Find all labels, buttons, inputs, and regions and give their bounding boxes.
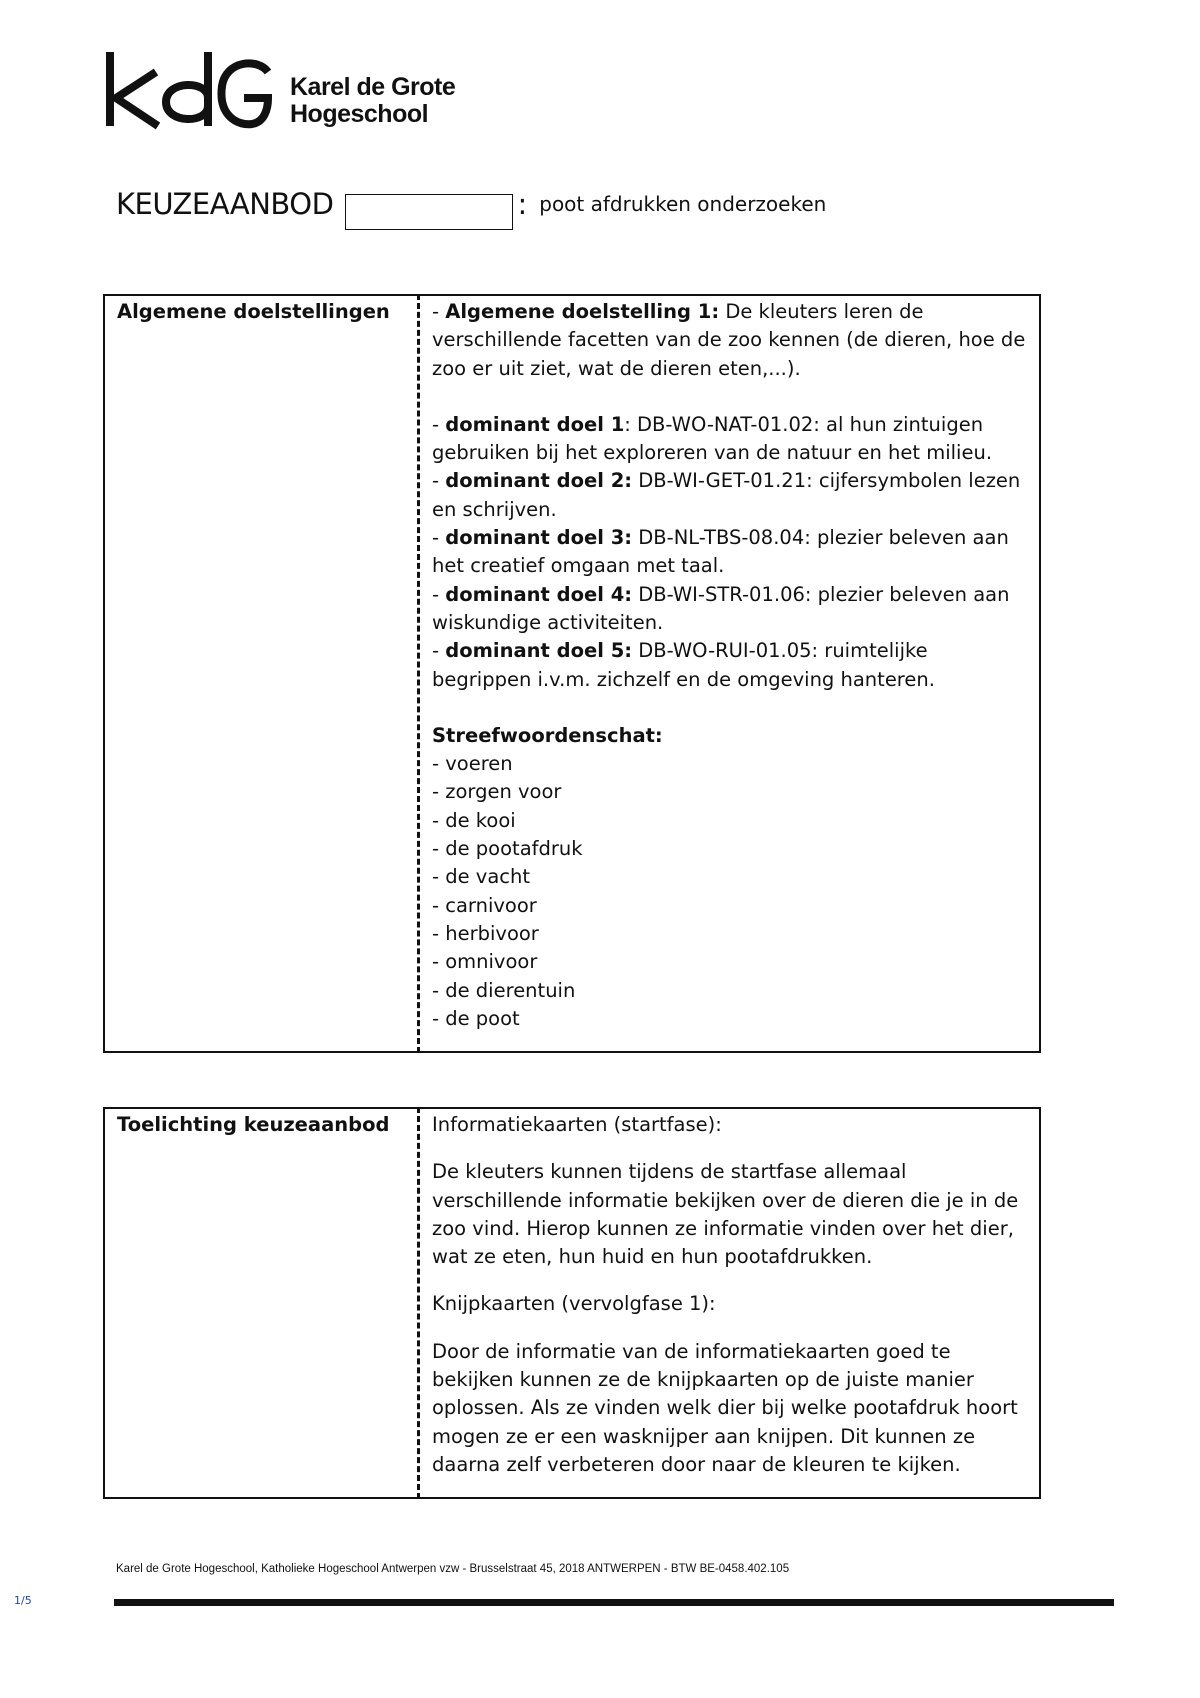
document-title — [116, 182, 826, 230]
vocab-item: - de vacht — [432, 865, 531, 889]
general-goal: - Algemene doelstelling 1: De kleuters leren de verschillende facetten van de zoo kennen (de dieren, hoe de zoo er uit ziet, wat de dieren eten,...). — [432, 300, 1026, 380]
dominant-goal: - dominant doel 4: DB-WI-STR-01.06: plezier beleven aan wiskundige activiteiten. — [432, 582, 1010, 634]
explanation-heading: Knijpkaarten (vervolgfase 1): — [432, 1292, 716, 1316]
dominant-goal: - dominant doel 1: DB-WO-NAT-01.02: al hun zintuigen gebruiken bij het exploreren van de natuur en het milieu. — [432, 412, 993, 465]
dominant-goal: - dominant doel 2: DB-WI-GET-01.21: cijfersymbolen lezen en schrijven. — [432, 469, 1021, 521]
explanation-label: Toelichting keuzeaanbod — [104, 1108, 419, 1498]
goals-row — [104, 295, 1040, 1052]
institution-name — [290, 74, 455, 128]
vocab-item: - carnivoor — [432, 893, 537, 917]
vocab-item: - zorgen voor — [432, 780, 562, 804]
vocab-item: - omnivoor — [432, 950, 538, 974]
institution-line-2: Hogeschool — [290, 100, 429, 128]
vocab-item: - de poot — [432, 1006, 520, 1030]
vocab-item: - voeren — [432, 752, 513, 776]
explanation-heading: Informatiekaarten (startfase): — [432, 1113, 722, 1136]
kdg-logo — [104, 50, 455, 130]
goals-content — [419, 295, 1041, 1052]
dominant-goal: - dominant doel 5: DB-WO-RUI-01.05: ruimtelijke begrippen i.v.m. zichzelf en de omgeving hanteren. — [432, 639, 935, 691]
explanation-table — [103, 1107, 1041, 1499]
explanation-content — [419, 1108, 1041, 1498]
vocab-item: - de pootafdruk — [432, 837, 583, 861]
vocab-item: - herbivoor — [432, 921, 539, 945]
title-colon: : — [517, 187, 528, 221]
general-goal-title: Algemene doelstelling 1: — [445, 300, 720, 323]
vocab-item: - de kooi — [432, 808, 516, 832]
vocab-title: Streefwoordenschat: — [432, 723, 663, 747]
dominant-goal: - dominant doel 3: DB-NL-TBS-08.04: plezier beleven aan het creatief omgaan met taal. — [432, 526, 1009, 578]
title-subtitle: poot afdrukken onderzoeken — [539, 192, 827, 216]
footer-divider — [114, 1599, 1114, 1606]
explanation-paragraph: De kleuters kunnen tijdens de startfase allemaal verschillende informatie bekijken over de dieren die je in de zoo vind. Hierop kunnen ze informatie vinden over het dier, wat ze eten, hun huid en hun pootafdrukken. — [432, 1160, 1019, 1269]
title-input-box[interactable] — [345, 194, 513, 230]
explanation-row — [104, 1108, 1040, 1498]
explanation-paragraph: Door de informatie van de informatiekaarten goed te bekijken kunnen ze de knijpkaarten op de juiste manier oplossen. Als ze vinden welk dier bij welke pootafdruk hoort mogen ze er een wasknijper aan knijpen. Dit kunnen ze daarna zelf verbeteren door naar de kleuren te kijken. — [432, 1339, 1018, 1476]
footer-address: Karel de Grote Hogeschool, Katholieke Hogeschool Antwerpen vzw - Brusselstraat 45, 2018 ANTWERPEN - BTW BE-0458.402.105 — [116, 1563, 790, 1575]
general-goal-text: De kleuters leren de verschillende facetten van de zoo kennen (de dieren, hoe de zoo er uit ziet, wat de dieren eten,...). — [432, 300, 1026, 380]
goals-table — [103, 294, 1041, 1053]
kdg-logo-mark — [104, 50, 274, 130]
page-number: 1/5 — [14, 1594, 32, 1607]
vocab-item: - de dierentuin — [432, 978, 576, 1002]
title-main: KEUZEAANBOD — [116, 187, 334, 221]
institution-line-1: Karel de Grote — [290, 73, 456, 101]
goals-label: Algemene doelstellingen — [104, 295, 419, 1052]
